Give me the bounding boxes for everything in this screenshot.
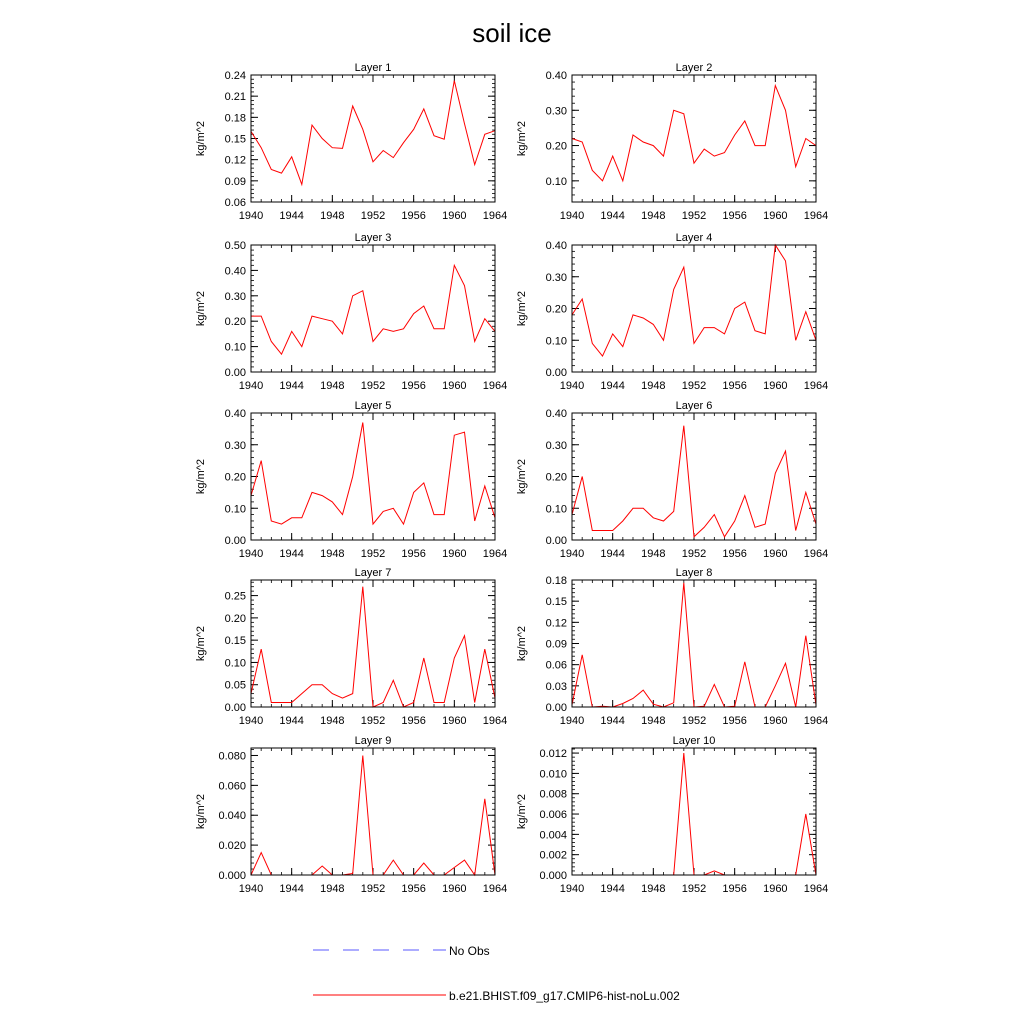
y-tick-label: 0.12 — [545, 617, 567, 630]
x-tick-label: 1956 — [401, 210, 426, 222]
y-tick-label: 0.40 — [545, 70, 567, 82]
x-tick-label: 1948 — [320, 548, 345, 560]
plot-frame — [572, 75, 816, 202]
x-tick-label: 1956 — [722, 380, 747, 392]
y-tick-label: 0.10 — [224, 341, 246, 354]
y-tick-label: 0.15 — [224, 635, 246, 648]
y-tick-label: 0.25 — [224, 590, 246, 603]
series-line — [251, 265, 495, 354]
y-tick-label: 0.30 — [545, 105, 567, 118]
x-tick-label: 1944 — [600, 210, 625, 222]
panel-layer-5 — [195, 400, 507, 560]
y-tick-label: 0.30 — [224, 439, 246, 452]
x-tick-label: 1960 — [763, 380, 788, 392]
y-tick-label: 0.00 — [545, 702, 567, 714]
y-tick-label: 0.00 — [224, 535, 246, 547]
x-tick-label: 1964 — [482, 715, 508, 727]
y-tick-label: 0.21 — [224, 91, 246, 104]
x-tick-label: 1952 — [681, 715, 707, 727]
y-tick-label: 0.020 — [218, 840, 246, 853]
y-tick-label: 0.006 — [539, 809, 567, 822]
x-tick-label: 1952 — [360, 883, 386, 895]
panel-layer-10 — [516, 735, 828, 895]
y-axis-label: kg/m^2 — [516, 793, 528, 830]
panel-layer-6 — [516, 400, 828, 560]
y-tick-label: 0.50 — [224, 240, 246, 252]
panel-layer-4 — [516, 232, 828, 392]
y-tick-label: 0.18 — [224, 112, 246, 125]
x-tick-label: 1960 — [763, 715, 788, 727]
plot-frame — [251, 580, 495, 707]
x-tick-label: 1940 — [559, 883, 585, 895]
y-tick-label: 0.000 — [218, 870, 246, 882]
y-tick-label: 0.18 — [545, 575, 567, 587]
y-tick-label: 0.20 — [545, 471, 567, 484]
x-tick-label: 1940 — [238, 715, 264, 727]
y-axis-label: kg/m^2 — [516, 290, 528, 327]
x-tick-label: 1956 — [722, 548, 747, 560]
plot-frame — [572, 580, 816, 707]
x-tick-label: 1960 — [442, 380, 467, 392]
y-tick-label: 0.12 — [224, 154, 246, 167]
x-tick-label: 1940 — [559, 210, 585, 222]
y-tick-label: 0.30 — [545, 271, 567, 284]
y-tick-label: 0.09 — [545, 638, 567, 651]
x-tick-label: 1944 — [279, 548, 304, 560]
panel-layer-3 — [195, 232, 507, 392]
x-tick-label: 1940 — [238, 548, 264, 560]
y-tick-label: 0.30 — [224, 290, 246, 303]
panel-layer-2 — [516, 62, 828, 222]
x-tick-label: 1956 — [722, 883, 747, 895]
x-tick-label: 1948 — [320, 380, 345, 392]
series-line — [251, 756, 495, 876]
x-tick-label: 1948 — [641, 715, 666, 727]
panel-layer-7 — [195, 567, 507, 727]
x-tick-label: 1948 — [641, 380, 666, 392]
x-tick-label: 1964 — [803, 883, 829, 895]
panel-layer-9 — [195, 735, 507, 895]
plot-frame — [251, 75, 495, 202]
y-tick-label: 0.15 — [545, 596, 567, 609]
y-axis-label: kg/m^2 — [516, 458, 528, 495]
x-tick-label: 1944 — [279, 210, 304, 222]
x-tick-label: 1948 — [320, 883, 345, 895]
series-line — [251, 423, 495, 525]
figure-title: soil ice — [472, 18, 552, 48]
y-tick-label: 0.06 — [224, 197, 246, 209]
x-tick-label: 1956 — [401, 380, 426, 392]
y-tick-label: 0.00 — [224, 367, 246, 379]
y-tick-label: 0.15 — [224, 133, 246, 146]
x-tick-label: 1952 — [681, 548, 707, 560]
x-tick-label: 1944 — [600, 715, 625, 727]
panel-title: Layer 2 — [675, 62, 713, 74]
y-tick-label: 0.05 — [224, 679, 246, 692]
x-tick-label: 1960 — [442, 548, 467, 560]
x-tick-label: 1964 — [482, 548, 508, 560]
y-tick-label: 0.10 — [545, 175, 567, 188]
y-tick-label: 0.40 — [224, 265, 246, 278]
series-line — [572, 86, 816, 181]
x-tick-label: 1948 — [641, 210, 666, 222]
y-tick-label: 0.40 — [545, 240, 567, 252]
series-line — [572, 583, 816, 707]
x-tick-label: 1960 — [763, 210, 788, 222]
y-tick-label: 0.06 — [545, 659, 567, 672]
x-tick-label: 1940 — [559, 715, 585, 727]
y-tick-label: 0.000 — [539, 870, 567, 882]
x-tick-label: 1952 — [360, 380, 386, 392]
legend-obs-label: No Obs — [449, 944, 490, 958]
x-tick-label: 1956 — [401, 548, 426, 560]
panel-title: Layer 8 — [675, 567, 713, 579]
x-tick-label: 1948 — [320, 715, 345, 727]
x-tick-label: 1964 — [803, 548, 829, 560]
panel-title: Layer 9 — [354, 735, 392, 747]
x-tick-label: 1940 — [238, 380, 264, 392]
y-axis-label: kg/m^2 — [195, 290, 207, 327]
x-tick-label: 1960 — [442, 883, 467, 895]
plot-frame — [572, 748, 816, 875]
y-tick-label: 0.10 — [545, 335, 567, 348]
series-line — [572, 245, 816, 356]
x-tick-label: 1956 — [401, 883, 426, 895]
y-tick-label: 0.20 — [224, 612, 246, 625]
y-axis-label: kg/m^2 — [195, 120, 207, 157]
y-tick-label: 0.20 — [224, 471, 246, 484]
x-tick-label: 1952 — [681, 883, 707, 895]
y-tick-label: 0.00 — [224, 702, 246, 714]
x-tick-label: 1948 — [641, 548, 666, 560]
x-tick-label: 1964 — [482, 883, 508, 895]
panel-title: Layer 10 — [672, 735, 716, 747]
panel-title: Layer 6 — [675, 400, 713, 412]
x-tick-label: 1940 — [238, 883, 264, 895]
panel-title: Layer 4 — [675, 232, 713, 244]
x-tick-label: 1944 — [600, 380, 625, 392]
x-tick-label: 1964 — [482, 380, 508, 392]
x-tick-label: 1964 — [482, 210, 508, 222]
panel-title: Layer 7 — [354, 567, 392, 579]
x-tick-label: 1944 — [279, 715, 304, 727]
y-tick-label: 0.09 — [224, 175, 246, 188]
panel-title: Layer 5 — [354, 400, 392, 412]
panel-layer-1 — [195, 62, 507, 222]
x-tick-label: 1944 — [600, 883, 625, 895]
y-tick-label: 0.040 — [218, 810, 246, 823]
x-tick-label: 1960 — [442, 210, 467, 222]
y-tick-label: 0.00 — [545, 535, 567, 547]
x-tick-label: 1952 — [360, 548, 386, 560]
x-tick-label: 1952 — [681, 380, 707, 392]
y-tick-label: 0.20 — [545, 140, 567, 153]
x-tick-label: 1952 — [360, 715, 386, 727]
y-tick-label: 0.008 — [539, 788, 567, 801]
x-tick-label: 1940 — [238, 210, 264, 222]
y-axis-label: kg/m^2 — [195, 793, 207, 830]
y-tick-label: 0.40 — [545, 408, 567, 420]
x-tick-label: 1952 — [681, 210, 707, 222]
x-tick-label: 1956 — [722, 715, 747, 727]
x-tick-label: 1952 — [360, 210, 386, 222]
x-tick-label: 1960 — [763, 548, 788, 560]
y-tick-label: 0.30 — [545, 439, 567, 452]
x-tick-label: 1940 — [559, 548, 585, 560]
x-tick-label: 1944 — [600, 548, 625, 560]
y-tick-label: 0.40 — [224, 408, 246, 420]
panel-title: Layer 1 — [354, 62, 392, 74]
panels-grid — [195, 62, 828, 895]
series-line — [572, 426, 816, 537]
series-line — [251, 81, 495, 185]
y-tick-label: 0.03 — [545, 680, 567, 693]
y-tick-label: 0.10 — [224, 503, 246, 516]
x-tick-label: 1964 — [803, 380, 829, 392]
y-tick-label: 0.004 — [539, 829, 567, 842]
y-tick-label: 0.20 — [224, 316, 246, 329]
y-tick-label: 0.10 — [224, 657, 246, 670]
x-tick-label: 1960 — [763, 883, 788, 895]
legend-model-label: b.e21.BHIST.f09_g17.CMIP6-hist-noLu.002 — [449, 989, 680, 1003]
y-tick-label: 0.012 — [539, 748, 567, 761]
y-tick-label: 0.080 — [218, 750, 246, 763]
x-tick-label: 1960 — [442, 715, 467, 727]
y-axis-label: kg/m^2 — [516, 120, 528, 157]
x-tick-label: 1948 — [641, 883, 666, 895]
y-axis-label: kg/m^2 — [195, 625, 207, 662]
x-tick-label: 1956 — [722, 210, 747, 222]
panel-layer-8 — [516, 567, 828, 727]
y-tick-label: 0.10 — [545, 503, 567, 516]
y-axis-label: kg/m^2 — [516, 625, 528, 662]
panel-title: Layer 3 — [354, 232, 392, 244]
x-tick-label: 1948 — [320, 210, 345, 222]
y-axis-label: kg/m^2 — [195, 458, 207, 495]
x-tick-label: 1964 — [803, 715, 829, 727]
plot-frame — [251, 245, 495, 372]
series-line — [572, 753, 816, 875]
plot-frame — [572, 413, 816, 540]
y-tick-label: 0.00 — [545, 367, 567, 379]
y-tick-label: 0.20 — [545, 303, 567, 316]
y-tick-label: 0.24 — [224, 70, 246, 82]
x-tick-label: 1940 — [559, 380, 585, 392]
legend — [313, 944, 680, 1003]
x-tick-label: 1956 — [401, 715, 426, 727]
y-tick-label: 0.010 — [539, 768, 567, 781]
y-tick-label: 0.002 — [539, 849, 567, 862]
x-tick-label: 1964 — [803, 210, 829, 222]
x-tick-label: 1944 — [279, 883, 304, 895]
y-tick-label: 0.060 — [218, 780, 246, 793]
plot-frame — [572, 245, 816, 372]
series-line — [251, 587, 495, 707]
x-tick-label: 1944 — [279, 380, 304, 392]
plot-frame — [251, 748, 495, 875]
